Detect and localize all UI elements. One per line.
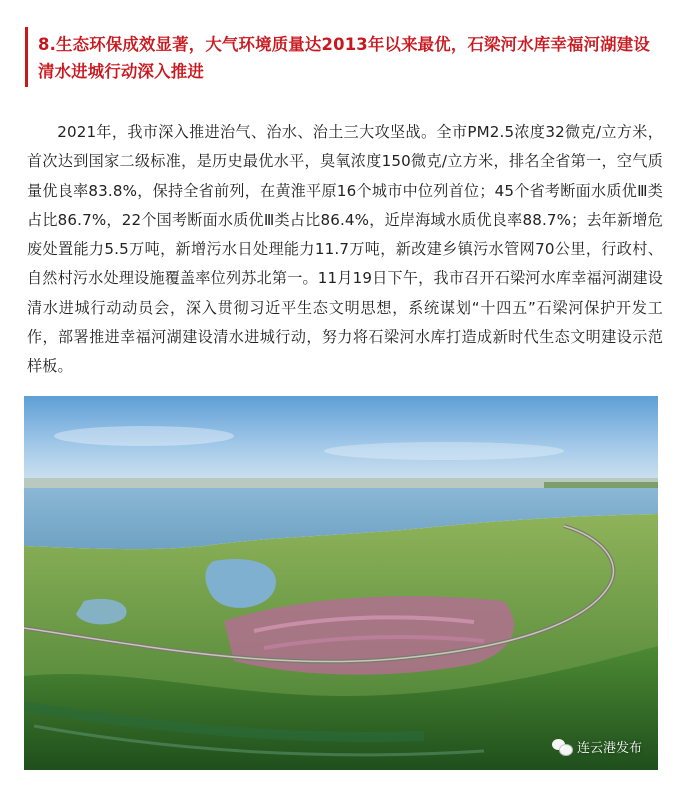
watermark-text: 连云港发布 — [576, 741, 642, 756]
watermark — [552, 737, 642, 756]
reservoir-aerial-photo — [24, 396, 658, 770]
wechat-icon — [552, 739, 572, 755]
section-heading-text: 8.生态环保成效显著，大气环境质量达2013年以来最优，石梁河水库幸福河湖建设清水进城行动深入推进 — [38, 35, 650, 81]
article-paragraph: 2021年，我市深入推进治气、治水、治土三大攻坚战。全市PM2.5浓度32微克/立方米，首次达到国家二级标准，是历史最优水平，臭氧浓度150微克/立方米，排名全省第一，空气质量优良率83.8%，保持全省前列，在黄淮平原16个城市中位列首位；45个省考断面水质优Ⅲ类占比86.7%，22个国考断面水质优Ⅲ类占比86.4%，近岸海域水质优良率88.7%；去年新增危废处置能力5.5万吨，新增污水日处理能力11.7万吨，新改建乡镇污水管网70公里，行政村、自然村污水处理设施覆盖率位列苏北第一。11月19日下午，我市召开石梁河水库幸福河湖建设清水进城行动动员会，深入贯彻习近平生态文明思想，系统谋划“十四五”石梁河保护开发工作，部署推进幸福河湖建设清水进城行动，努力将石梁河水库打造成新时代生态文明建设示范样板。 — [27, 123, 663, 376]
photo-illustration — [24, 396, 658, 770]
section-heading — [25, 27, 664, 87]
